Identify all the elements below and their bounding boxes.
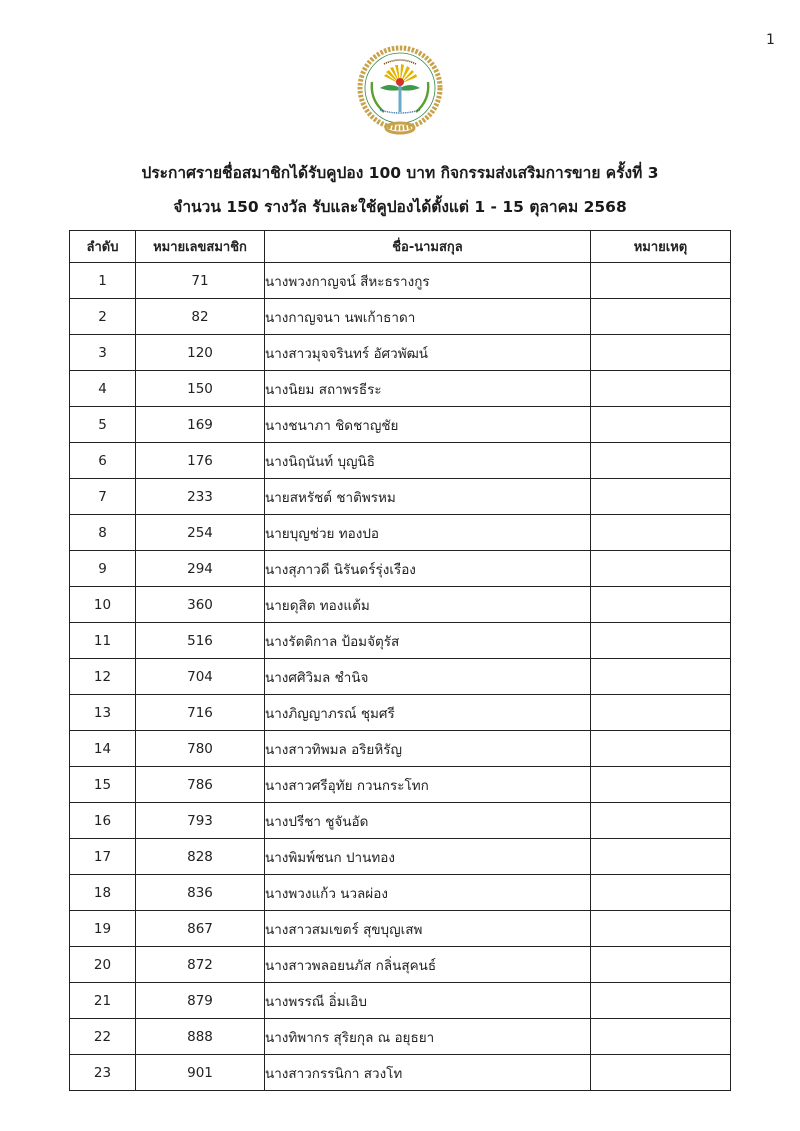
table-row — [70, 263, 731, 299]
table-row — [70, 371, 731, 407]
cell-note — [591, 911, 731, 947]
table-row — [70, 767, 731, 803]
logo-torch-flame — [396, 78, 404, 86]
cell-name: นางภิญญาภรณ์ ชุมศรี — [265, 695, 591, 731]
cell-name: นางพรรณี อิ่มเอิบ — [265, 983, 591, 1019]
table-row — [70, 479, 731, 515]
cell-seq: 15 — [70, 767, 136, 803]
cell-seq: 17 — [70, 839, 136, 875]
cell-name: นางสุภาวดี นิรันดร์รุ่งเรือง — [265, 551, 591, 587]
cell-name: นางสาวทิพมล อริยหิรัญ — [265, 731, 591, 767]
cell-note — [591, 1019, 731, 1055]
announcement-title: ประกาศรายชื่อสมาชิกได้รับคูปอง 100 บาท กิจกรรมส่งเสริมการขาย ครั้งที่ 3 — [141, 164, 659, 182]
cell-member-id: 780 — [136, 731, 265, 767]
cell-seq: 14 — [70, 731, 136, 767]
cell-note — [591, 695, 731, 731]
cell-member-id: 233 — [136, 479, 265, 515]
cell-seq: 4 — [70, 371, 136, 407]
cell-name: นางนิยม สถาพรธีระ — [265, 371, 591, 407]
cell-note — [591, 407, 731, 443]
cell-note — [591, 263, 731, 299]
cell-name: นางสาวพลอยนภัส กลิ่นสุคนธ์ — [265, 947, 591, 983]
cell-member-id: 360 — [136, 587, 265, 623]
cell-seq: 9 — [70, 551, 136, 587]
page-number: 1 — [766, 32, 775, 48]
cell-note — [591, 551, 731, 587]
table-row — [70, 551, 731, 587]
cell-member-id: 828 — [136, 839, 265, 875]
cell-name: นายสหรัชต์ ชาติพรหม — [265, 479, 591, 515]
cell-member-id: 516 — [136, 623, 265, 659]
cell-note — [591, 839, 731, 875]
cell-member-id: 254 — [136, 515, 265, 551]
table-row — [70, 515, 731, 551]
cell-name: นางกาญจนา นพเก้าธาดา — [265, 299, 591, 335]
cell-member-id: 704 — [136, 659, 265, 695]
table-row — [70, 911, 731, 947]
table-row — [70, 839, 731, 875]
column-header-name: ชื่อ-นามสกุล — [265, 231, 591, 263]
cell-name: นายบุญช่วย ทองปอ — [265, 515, 591, 551]
table-row — [70, 1019, 731, 1055]
cell-seq: 18 — [70, 875, 136, 911]
cell-member-id: 901 — [136, 1055, 265, 1091]
cooperative-emblem-icon — [350, 44, 450, 136]
cell-note — [591, 875, 731, 911]
cell-name: นางศศิวิมล ชำนิจ — [265, 659, 591, 695]
cell-seq: 11 — [70, 623, 136, 659]
cell-member-id: 82 — [136, 299, 265, 335]
cell-name: นางปรีชา ชูจันอัด — [265, 803, 591, 839]
logo-staff — [399, 86, 402, 112]
cell-member-id: 872 — [136, 947, 265, 983]
cell-seq: 5 — [70, 407, 136, 443]
table-row — [70, 587, 731, 623]
cell-name: นางสาวมุจจรินทร์ อัศวพัฒน์ — [265, 335, 591, 371]
cell-note — [591, 803, 731, 839]
table-row — [70, 335, 731, 371]
table-row — [70, 695, 731, 731]
cell-name: นางนิฤนันท์ บุญนิธิ — [265, 443, 591, 479]
cell-name: นางสาวศรีอุทัย กวนกระโทก — [265, 767, 591, 803]
cell-member-id: 150 — [136, 371, 265, 407]
cell-seq: 13 — [70, 695, 136, 731]
cell-note — [591, 623, 731, 659]
cell-member-id: 786 — [136, 767, 265, 803]
cell-note — [591, 731, 731, 767]
cell-name: นางพิมพ์ชนก ปานทอง — [265, 839, 591, 875]
cell-seq: 8 — [70, 515, 136, 551]
table-row — [70, 659, 731, 695]
table-row — [70, 983, 731, 1019]
cell-name: นางรัตติกาล ป้อมจัตุรัส — [265, 623, 591, 659]
cell-member-id: 867 — [136, 911, 265, 947]
table-row — [70, 299, 731, 335]
table-row — [70, 731, 731, 767]
cell-seq: 1 — [70, 263, 136, 299]
cell-seq: 16 — [70, 803, 136, 839]
cell-name: นางพวงกาญจน์ สีหะธรางกูร — [265, 263, 591, 299]
cell-note — [591, 1055, 731, 1091]
cell-seq: 21 — [70, 983, 136, 1019]
table-row — [70, 623, 731, 659]
cell-seq: 20 — [70, 947, 136, 983]
cell-seq: 6 — [70, 443, 136, 479]
cell-member-id: 71 — [136, 263, 265, 299]
cell-name: นางสาวสมเขตร์ สุขบุญเสพ — [265, 911, 591, 947]
cell-note — [591, 659, 731, 695]
cell-note — [591, 371, 731, 407]
table-row — [70, 407, 731, 443]
column-header-note: หมายเหตุ — [591, 231, 731, 263]
cell-note — [591, 515, 731, 551]
table-row — [70, 1055, 731, 1091]
column-header-member-id: หมายเลขสมาชิก — [136, 231, 265, 263]
cell-note — [591, 587, 731, 623]
cell-note — [591, 335, 731, 371]
table-row — [70, 803, 731, 839]
cell-member-id: 176 — [136, 443, 265, 479]
cell-member-id: 836 — [136, 875, 265, 911]
cell-name: นางพวงแก้ว นวลผ่อง — [265, 875, 591, 911]
cell-seq: 12 — [70, 659, 136, 695]
announcement-subtitle: จำนวน 150 รางวัล รับและใช้คูปองได้ตั้งแต่ 1 - 15 ตุลาคม 2568 — [173, 198, 627, 216]
table-row — [70, 875, 731, 911]
cell-note — [591, 443, 731, 479]
cell-name: นายดุสิต ทองแต้ม — [265, 587, 591, 623]
member-list-table — [69, 230, 731, 1091]
cell-member-id: 888 — [136, 1019, 265, 1055]
column-header-seq: ลำดับ — [70, 231, 136, 263]
cell-seq: 23 — [70, 1055, 136, 1091]
table-header-row — [70, 231, 731, 263]
cell-name: นางชนาภา ชิดชาญชัย — [265, 407, 591, 443]
cell-note — [591, 983, 731, 1019]
cell-member-id: 793 — [136, 803, 265, 839]
table-row — [70, 947, 731, 983]
cell-seq: 19 — [70, 911, 136, 947]
table-row — [70, 443, 731, 479]
cell-seq: 7 — [70, 479, 136, 515]
cell-member-id: 716 — [136, 695, 265, 731]
cell-member-id: 879 — [136, 983, 265, 1019]
cell-note — [591, 947, 731, 983]
cell-name: นางทิพากร สุริยกุล ณ อยุธยา — [265, 1019, 591, 1055]
cell-member-id: 120 — [136, 335, 265, 371]
cell-note — [591, 767, 731, 803]
cell-name: นางสาวกรรนิกา สวงโท — [265, 1055, 591, 1091]
cell-seq: 3 — [70, 335, 136, 371]
cell-note — [591, 479, 731, 515]
cell-seq: 22 — [70, 1019, 136, 1055]
cell-member-id: 169 — [136, 407, 265, 443]
cell-seq: 2 — [70, 299, 136, 335]
cell-member-id: 294 — [136, 551, 265, 587]
cell-seq: 10 — [70, 587, 136, 623]
cell-note — [591, 299, 731, 335]
